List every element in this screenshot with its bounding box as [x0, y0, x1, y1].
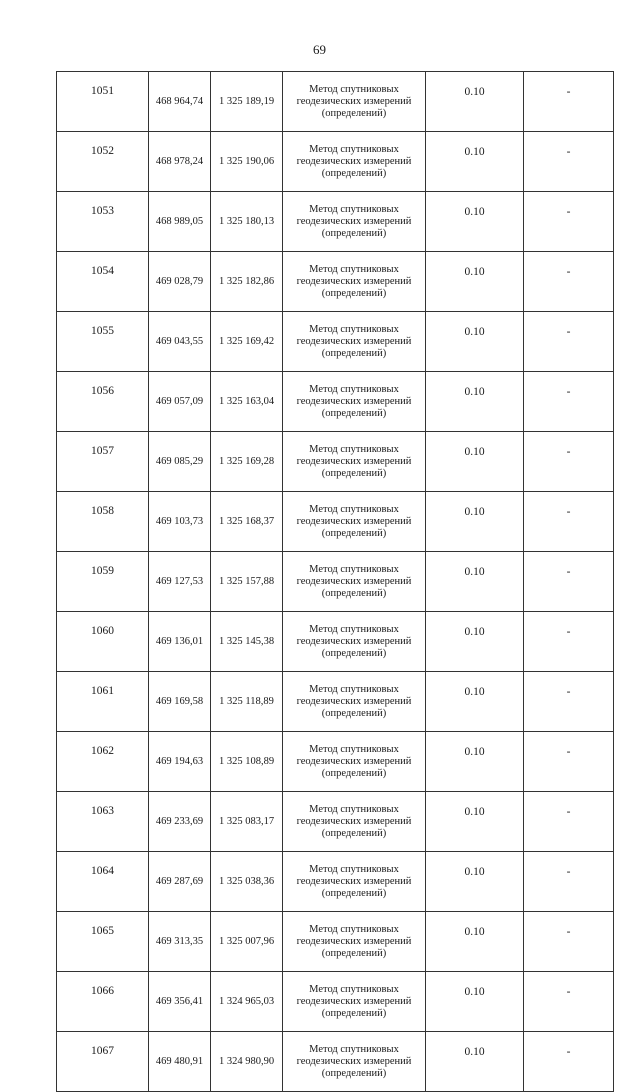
method-cell — [283, 792, 426, 852]
y-coordinate-cell: 1 325 108,89 — [211, 732, 283, 792]
table-row — [57, 552, 614, 612]
y-coordinate-cell: 1 325 038,36 — [211, 852, 283, 912]
description-cell: - — [524, 612, 614, 672]
method-line-3: (определений) — [321, 467, 387, 479]
method-cell — [283, 192, 426, 252]
method-line-3: (определений) — [321, 647, 387, 659]
method-line-3: (определений) — [321, 347, 387, 359]
description-cell: - — [524, 552, 614, 612]
method-line-2: геодезических измерений — [296, 575, 412, 587]
method-line-1: Метод спутниковых — [309, 323, 399, 335]
description-cell: - — [524, 792, 614, 852]
method-cell — [283, 1032, 426, 1092]
method-cell — [283, 372, 426, 432]
point-number-cell: 1053 — [57, 192, 149, 252]
method-line-2: геодезических измерений — [296, 335, 412, 347]
method-line-1: Метод спутниковых — [309, 743, 399, 755]
accuracy-cell: 0.10 — [426, 72, 524, 132]
x-coordinate-cell: 469 127,53 — [149, 552, 211, 612]
method-cell — [283, 612, 426, 672]
method-line-3: (определений) — [321, 107, 387, 119]
method-line-1: Метод спутниковых — [309, 383, 399, 395]
point-number-cell: 1052 — [57, 132, 149, 192]
point-number-cell: 1051 — [57, 72, 149, 132]
x-coordinate-cell: 469 028,79 — [149, 252, 211, 312]
point-number-cell: 1059 — [57, 552, 149, 612]
method-line-2: геодезических измерений — [296, 755, 412, 767]
y-coordinate-cell: 1 325 169,28 — [211, 432, 283, 492]
accuracy-cell: 0.10 — [426, 132, 524, 192]
x-coordinate-cell: 469 233,69 — [149, 792, 211, 852]
x-coordinate-cell: 469 085,29 — [149, 432, 211, 492]
method-line-2: геодезических измерений — [296, 635, 412, 647]
method-line-1: Метод спутниковых — [309, 1043, 399, 1055]
x-coordinate-cell: 468 989,05 — [149, 192, 211, 252]
x-coordinate-cell: 469 169,58 — [149, 672, 211, 732]
point-number-cell: 1064 — [57, 852, 149, 912]
point-number-cell: 1061 — [57, 672, 149, 732]
y-coordinate-cell: 1 325 118,89 — [211, 672, 283, 732]
method-line-1: Метод спутниковых — [309, 683, 399, 695]
y-coordinate-cell: 1 325 182,86 — [211, 252, 283, 312]
accuracy-cell: 0.10 — [426, 612, 524, 672]
table-row — [57, 792, 614, 852]
method-line-3: (определений) — [321, 1007, 387, 1019]
y-coordinate-cell: 1 324 980,90 — [211, 1032, 283, 1092]
method-line-1: Метод спутниковых — [309, 83, 399, 95]
description-cell: - — [524, 312, 614, 372]
method-cell — [283, 492, 426, 552]
method-cell — [283, 252, 426, 312]
table-row — [57, 192, 614, 252]
method-line-3: (определений) — [321, 887, 387, 899]
method-cell — [283, 312, 426, 372]
accuracy-cell: 0.10 — [426, 432, 524, 492]
x-coordinate-cell: 469 194,63 — [149, 732, 211, 792]
table-row — [57, 972, 614, 1032]
y-coordinate-cell: 1 325 145,38 — [211, 612, 283, 672]
method-line-3: (определений) — [321, 407, 387, 419]
description-cell: - — [524, 972, 614, 1032]
description-cell: - — [524, 492, 614, 552]
x-coordinate-cell: 469 287,69 — [149, 852, 211, 912]
method-line-3: (определений) — [321, 1067, 387, 1079]
description-cell: - — [524, 132, 614, 192]
method-line-1: Метод спутниковых — [309, 863, 399, 875]
description-cell: - — [524, 912, 614, 972]
table-row — [57, 672, 614, 732]
method-cell — [283, 552, 426, 612]
accuracy-cell: 0.10 — [426, 312, 524, 372]
method-line-1: Метод спутниковых — [309, 983, 399, 995]
table-row — [57, 312, 614, 372]
accuracy-cell: 0.10 — [426, 912, 524, 972]
method-cell — [283, 132, 426, 192]
point-number-cell: 1054 — [57, 252, 149, 312]
method-line-2: геодезических измерений — [296, 275, 412, 287]
accuracy-cell: 0.10 — [426, 672, 524, 732]
accuracy-cell: 0.10 — [426, 732, 524, 792]
method-line-2: геодезических измерений — [296, 515, 412, 527]
point-number-cell: 1056 — [57, 372, 149, 432]
x-coordinate-cell: 468 978,24 — [149, 132, 211, 192]
description-cell: - — [524, 372, 614, 432]
method-line-2: геодезических измерений — [296, 395, 412, 407]
point-number-cell: 1067 — [57, 1032, 149, 1092]
y-coordinate-cell: 1 325 169,42 — [211, 312, 283, 372]
method-line-3: (определений) — [321, 767, 387, 779]
description-cell: - — [524, 72, 614, 132]
table-row — [57, 72, 614, 132]
description-cell: - — [524, 252, 614, 312]
accuracy-cell: 0.10 — [426, 792, 524, 852]
method-cell — [283, 852, 426, 912]
point-number-cell: 1055 — [57, 312, 149, 372]
method-line-2: геодезических измерений — [296, 815, 412, 827]
method-line-2: геодезических измерений — [296, 695, 412, 707]
method-cell — [283, 912, 426, 972]
description-cell: - — [524, 672, 614, 732]
method-line-1: Метод спутниковых — [309, 923, 399, 935]
method-line-2: геодезических измерений — [296, 455, 412, 467]
method-line-3: (определений) — [321, 587, 387, 599]
x-coordinate-cell: 469 136,01 — [149, 612, 211, 672]
method-cell — [283, 72, 426, 132]
coordinates-table — [56, 71, 614, 1092]
x-coordinate-cell: 469 480,91 — [149, 1032, 211, 1092]
method-line-1: Метод спутниковых — [309, 203, 399, 215]
point-number-cell: 1062 — [57, 732, 149, 792]
method-line-2: геодезических измерений — [296, 95, 412, 107]
x-coordinate-cell: 469 043,55 — [149, 312, 211, 372]
y-coordinate-cell: 1 325 083,17 — [211, 792, 283, 852]
method-cell — [283, 972, 426, 1032]
point-number-cell: 1057 — [57, 432, 149, 492]
method-cell — [283, 432, 426, 492]
method-line-3: (определений) — [321, 227, 387, 239]
coordinates-table-body — [57, 72, 614, 1092]
y-coordinate-cell: 1 325 007,96 — [211, 912, 283, 972]
x-coordinate-cell: 469 057,09 — [149, 372, 211, 432]
method-line-1: Метод спутниковых — [309, 803, 399, 815]
y-coordinate-cell: 1 325 163,04 — [211, 372, 283, 432]
point-number-cell: 1058 — [57, 492, 149, 552]
method-line-3: (определений) — [321, 527, 387, 539]
method-line-3: (определений) — [321, 707, 387, 719]
method-cell — [283, 732, 426, 792]
y-coordinate-cell: 1 325 189,19 — [211, 72, 283, 132]
method-line-3: (определений) — [321, 827, 387, 839]
y-coordinate-cell: 1 324 965,03 — [211, 972, 283, 1032]
method-line-2: геодезических измерений — [296, 215, 412, 227]
accuracy-cell: 0.10 — [426, 972, 524, 1032]
method-line-1: Метод спутниковых — [309, 503, 399, 515]
x-coordinate-cell: 469 313,35 — [149, 912, 211, 972]
method-line-3: (определений) — [321, 167, 387, 179]
accuracy-cell: 0.10 — [426, 372, 524, 432]
accuracy-cell: 0.10 — [426, 552, 524, 612]
x-coordinate-cell: 469 103,73 — [149, 492, 211, 552]
y-coordinate-cell: 1 325 168,37 — [211, 492, 283, 552]
accuracy-cell: 0.10 — [426, 492, 524, 552]
method-line-1: Метод спутниковых — [309, 623, 399, 635]
accuracy-cell: 0.10 — [426, 252, 524, 312]
method-line-1: Метод спутниковых — [309, 563, 399, 575]
method-line-3: (определений) — [321, 947, 387, 959]
page-number: 69 — [313, 42, 326, 57]
table-row — [57, 1032, 614, 1092]
method-line-2: геодезических измерений — [296, 1055, 412, 1067]
method-line-2: геодезических измерений — [296, 155, 412, 167]
x-coordinate-cell: 469 356,41 — [149, 972, 211, 1032]
description-cell: - — [524, 192, 614, 252]
method-cell — [283, 672, 426, 732]
x-coordinate-cell: 468 964,74 — [149, 72, 211, 132]
method-line-2: геодезических измерений — [296, 935, 412, 947]
table-row — [57, 432, 614, 492]
method-line-1: Метод спутниковых — [309, 263, 399, 275]
description-cell: - — [524, 432, 614, 492]
accuracy-cell: 0.10 — [426, 852, 524, 912]
method-line-1: Метод спутниковых — [309, 443, 399, 455]
table-row — [57, 252, 614, 312]
table-row — [57, 132, 614, 192]
y-coordinate-cell: 1 325 190,06 — [211, 132, 283, 192]
table-row — [57, 372, 614, 432]
method-line-3: (определений) — [321, 287, 387, 299]
point-number-cell: 1065 — [57, 912, 149, 972]
accuracy-cell: 0.10 — [426, 1032, 524, 1092]
description-cell: - — [524, 1032, 614, 1092]
method-line-1: Метод спутниковых — [309, 143, 399, 155]
method-line-2: геодезических измерений — [296, 875, 412, 887]
point-number-cell: 1063 — [57, 792, 149, 852]
table-row — [57, 612, 614, 672]
description-cell: - — [524, 732, 614, 792]
method-line-2: геодезических измерений — [296, 995, 412, 1007]
table-row — [57, 492, 614, 552]
table-row — [57, 852, 614, 912]
y-coordinate-cell: 1 325 180,13 — [211, 192, 283, 252]
table-row — [57, 912, 614, 972]
accuracy-cell: 0.10 — [426, 192, 524, 252]
table-row — [57, 732, 614, 792]
y-coordinate-cell: 1 325 157,88 — [211, 552, 283, 612]
description-cell: - — [524, 852, 614, 912]
point-number-cell: 1066 — [57, 972, 149, 1032]
point-number-cell: 1060 — [57, 612, 149, 672]
